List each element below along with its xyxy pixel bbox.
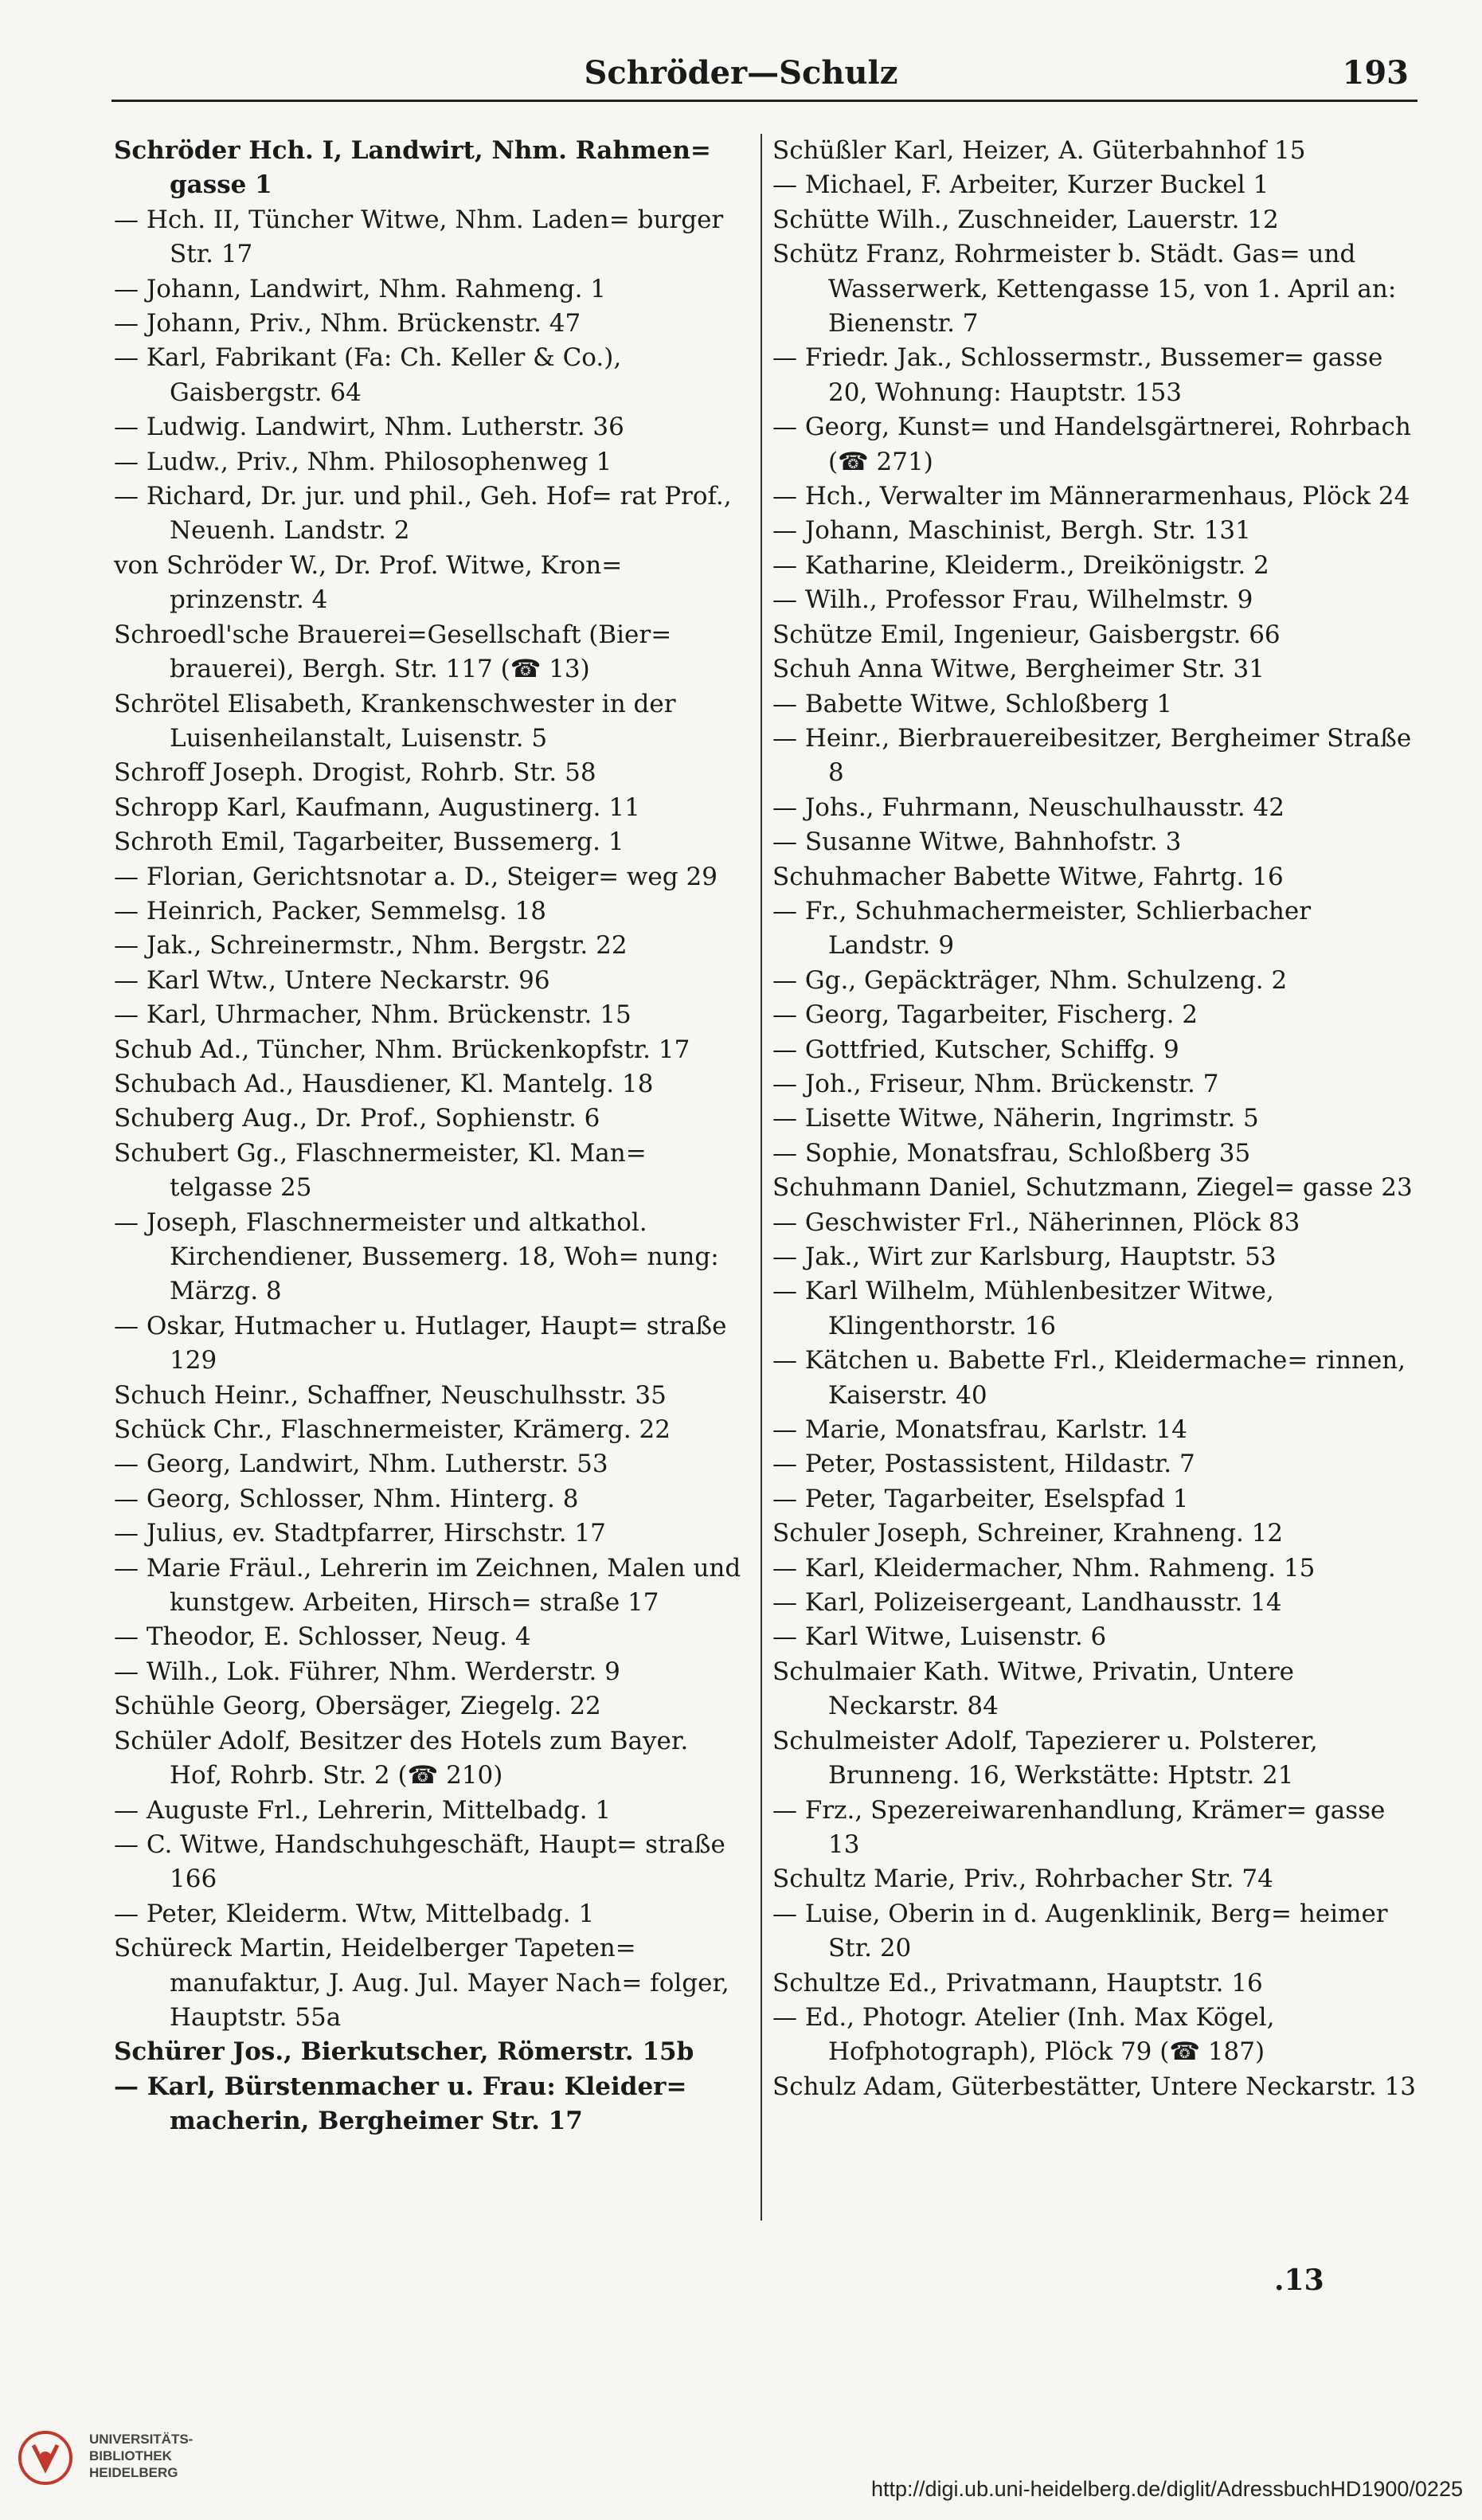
directory-entry: — Johann, Landwirt, Nhm. Rahmeng. 1 — [114, 274, 607, 303]
source-url-link[interactable]: http://digi.ub.uni-heidelberg.de/diglit/AdressbuchHD1900/0225 — [870, 2477, 1463, 2501]
directory-entry: Schütte Wilh., Zuschneider, Lauerstr. 12 — [772, 205, 1279, 234]
directory-entry: Schroff Joseph. Drogist, Rohrb. Str. 58 — [114, 758, 596, 788]
directory-entry: — Georg, Kunst= und Handelsgärtnerei, Rohrbach (☎ 271) — [772, 413, 1411, 476]
directory-entry: Schultze Ed., Privatmann, Hauptstr. 16 — [772, 1968, 1263, 1998]
directory-entry: — Ludwig. Landwirt, Nhm. Lutherstr. 36 — [114, 413, 624, 442]
directory-entry: — Susanne Witwe, Bahnhofstr. 3 — [772, 828, 1182, 857]
directory-entry: — Wilh., Professor Frau, Wilhelmstr. 9 — [772, 585, 1253, 615]
directory-entry: — Richard, Dr. jur. und phil., Geh. Hof= rat Prof., Neuenh. Landstr. 2 — [114, 482, 732, 546]
page-number: 193 — [1342, 54, 1409, 92]
logo-line: BIBLIOTHEK — [89, 2448, 172, 2463]
directory-entry: — Peter, Tagarbeiter, Eselspfad 1 — [772, 1484, 1189, 1513]
directory-entry: Schühle Georg, Obersäger, Ziegelg. 22 — [114, 1692, 601, 1721]
directory-entry: Schubach Ad., Hausdiener, Kl. Mantelg. 18 — [114, 1069, 654, 1098]
directory-entry: — Hch., Verwalter im Männerarmenhaus, Plöck 24 — [772, 482, 1410, 511]
directory-entry: — Joseph, Flaschnermeister und altkathol. Kirchendiener, Bussemerg. 18, Woh= nung: Märzg. 8 — [114, 1207, 719, 1306]
directory-entry: — Georg, Tagarbeiter, Fischerg. 2 — [772, 1000, 1199, 1030]
directory-entry: Schürer Jos., Bierkutscher, Römerstr. 15b — [114, 2037, 694, 2067]
directory-entry: — Ludw., Priv., Nhm. Philosophenweg 1 — [114, 447, 612, 476]
directory-entry: — Hch. II, Tüncher Witwe, Nhm. Laden= burger Str. 17 — [114, 205, 724, 269]
directory-entry: — Auguste Frl., Lehrerin, Mittelbadg. 1 — [114, 1795, 612, 1825]
directory-entry: — Ed., Photogr. Atelier (Inh. Max Kögel, Hofphotograph), Plöck 79 (☎ 187) — [772, 2002, 1275, 2067]
directory-entry: Schultz Marie, Priv., Rohrbacher Str. 74 — [772, 1865, 1273, 1894]
directory-entry: — Karl, Kleidermacher, Nhm. Rahmeng. 15 — [772, 1553, 1316, 1583]
directory-entry: — Marie, Monatsfrau, Karlstr. 14 — [772, 1415, 1187, 1445]
column-divider — [761, 134, 762, 2221]
directory-entry: — Jak., Schreinermstr., Nhm. Bergstr. 22 — [114, 931, 628, 961]
directory-entry: Schulmaier Kath. Witwe, Privatin, Untere Neckarstr. 84 — [772, 1657, 1294, 1721]
directory-entry: — Marie Fräul., Lehrerin im Zeichnen, Malen und kunstgew. Arbeiten, Hirsch= straße 17 — [114, 1553, 741, 1618]
directory-entry: Schroth Emil, Tagarbeiter, Bussemerg. 1 — [114, 828, 624, 857]
logo-line: HEIDELBERG — [89, 2465, 178, 2480]
directory-entry: Schub Ad., Tüncher, Nhm. Brückenkopfstr. 17 — [114, 1035, 690, 1064]
library-seal-icon — [18, 2429, 73, 2487]
running-title: Schröder—Schulz — [584, 54, 898, 92]
directory-entry: Schüßler Karl, Heizer, A. Güterbahnhof 15 — [772, 136, 1306, 165]
directory-entry: — Karl, Fabrikant (Fa: Ch. Keller & Co.), Gaisbergstr. 64 — [114, 343, 622, 407]
directory-entry: Schuberg Aug., Dr. Prof., Sophienstr. 6 — [114, 1104, 600, 1133]
directory-entry: — Oskar, Hutmacher u. Hutlager, Haupt= straße 129 — [114, 1311, 727, 1375]
directory-entry: — Peter, Kleiderm. Wtw, Mittelbadg. 1 — [114, 1899, 595, 1928]
directory-entry: Schütze Emil, Ingenieur, Gaisbergstr. 66 — [772, 620, 1281, 649]
left-column — [114, 134, 743, 2139]
library-logo — [18, 2423, 193, 2502]
directory-entry: — Georg, Schlosser, Nhm. Hinterg. 8 — [114, 1484, 579, 1513]
directory-entry: — Julius, ev. Stadtpfarrer, Hirschstr. 17 — [114, 1519, 606, 1548]
directory-entry: — Michael, F. Arbeiter, Kurzer Buckel 1 — [772, 170, 1269, 200]
directory-entry: — Karl Wilhelm, Mühlenbesitzer Witwe, Klingenthorstr. 16 — [772, 1277, 1274, 1340]
right-column — [772, 134, 1416, 2104]
directory-entry: Schütz Franz, Rohrmeister b. Städt. Gas= und Wasserwerk, Kettengasse 15, von 1. April an: Bienenstr. 7 — [772, 240, 1397, 338]
directory-entry: — C. Witwe, Handschuhgeschäft, Haupt= straße 166 — [114, 1829, 725, 1894]
signature-mark: .13 — [1274, 2264, 1324, 2297]
directory-entry: — Peter, Postassistent, Hildastr. 7 — [772, 1450, 1195, 1479]
directory-entry: — Sophie, Monatsfrau, Schloßberg 35 — [772, 1138, 1251, 1168]
directory-entry: Schüler Adolf, Besitzer des Hotels zum Bayer. Hof, Rohrb. Str. 2 (☎ 210) — [114, 1726, 689, 1790]
directory-entry: — Frz., Spezereiwarenhandlung, Krämer= gasse 13 — [772, 1795, 1386, 1859]
directory-entry: — Karl, Bürstenmacher u. Frau: Kleider= macherin, Bergheimer Str. 17 — [114, 2072, 687, 2136]
directory-entry: Schubert Gg., Flaschnermeister, Kl. Man= telgasse 25 — [114, 1138, 647, 1203]
directory-entry: Schuler Joseph, Schreiner, Krahneng. 12 — [772, 1519, 1284, 1548]
directory-entry: — Wilh., Lok. Führer, Nhm. Werderstr. 9 — [114, 1657, 620, 1686]
directory-entry: — Joh., Friseur, Nhm. Brückenstr. 7 — [772, 1069, 1219, 1098]
directory-entry: — Lisette Witwe, Näherin, Ingrimstr. 5 — [772, 1104, 1259, 1133]
directory-entry: — Babette Witwe, Schloßberg 1 — [772, 689, 1172, 718]
directory-entry: — Johann, Priv., Nhm. Brückenstr. 47 — [114, 309, 581, 338]
directory-entry: Schropp Karl, Kaufmann, Augustinerg. 11 — [114, 792, 640, 822]
directory-entry: — Kätchen u. Babette Frl., Kleidermache= rinnen, Kaiserstr. 40 — [772, 1346, 1406, 1410]
directory-entry: — Jak., Wirt zur Karlsburg, Hauptstr. 53 — [772, 1242, 1277, 1271]
directory-entry: Schrötel Elisabeth, Krankenschwester in der Luisenheilanstalt, Luisenstr. 5 — [114, 689, 676, 753]
directory-entry: — Heinr., Bierbrauereibesitzer, Bergheimer Straße 8 — [772, 723, 1412, 788]
directory-entry: — Katharine, Kleiderm., Dreikönigstr. 2 — [772, 550, 1269, 580]
directory-entry: — Florian, Gerichtsnotar a. D., Steiger= weg 29 — [114, 862, 718, 891]
directory-entry: — Karl, Polizeisergeant, Landhausstr. 14 — [772, 1588, 1282, 1618]
directory-entry: — Karl Witwe, Luisenstr. 6 — [772, 1622, 1107, 1652]
directory-entry: — Luise, Oberin in d. Augenklinik, Berg= heimer Str. 20 — [772, 1899, 1388, 1963]
directory-entry: Schroedl'sche Brauerei=Gesellschaft (Bier= brauerei), Bergh. Str. 117 (☎ 13) — [114, 620, 672, 684]
directory-entry: Schüreck Martin, Heidelberger Tapeten= manufaktur, J. Aug. Jul. Mayer Nach= folger, Hauptstr. 55a — [114, 1934, 729, 2032]
directory-entry: Schulz Adam, Güterbestätter, Untere Neckarstr. 13 — [772, 2072, 1416, 2101]
directory-entry: Schück Chr., Flaschnermeister, Krämerg. 22 — [114, 1415, 671, 1445]
directory-entry: — Theodor, E. Schlosser, Neug. 4 — [114, 1622, 531, 1652]
directory-entry: von Schröder W., Dr. Prof. Witwe, Kron= prinzenstr. 4 — [114, 550, 623, 615]
header-rule — [111, 100, 1417, 102]
directory-entry: Schulmeister Adolf, Tapezierer u. Polsterer, Brunneng. 16, Werkstätte: Hptstr. 21 — [772, 1726, 1318, 1790]
directory-entry: — Geschwister Frl., Näherinnen, Plöck 83 — [772, 1207, 1300, 1237]
directory-entry: — Karl Wtw., Untere Neckarstr. 96 — [114, 965, 550, 995]
directory-entry: — Fr., Schuhmachermeister, Schlierbacher Landstr. 9 — [772, 896, 1312, 961]
directory-entry: — Friedr. Jak., Schlossermstr., Bussemer= gasse 20, Wohnung: Hauptstr. 153 — [772, 343, 1383, 407]
library-name — [89, 2431, 193, 2481]
directory-entry: Schröder Hch. I, Landwirt, Nhm. Rahmen= gasse 1 — [114, 136, 711, 200]
directory-entry: — Georg, Landwirt, Nhm. Lutherstr. 53 — [114, 1450, 608, 1479]
directory-entry: Schuhmann Daniel, Schutzmann, Ziegel= gasse 23 — [772, 1173, 1413, 1203]
page-header — [0, 49, 1482, 97]
directory-entry: Schuch Heinr., Schaffner, Neuschulhsstr. 35 — [114, 1380, 667, 1410]
directory-entry: — Heinrich, Packer, Semmelsg. 18 — [114, 896, 546, 925]
directory-entry: — Karl, Uhrmacher, Nhm. Brückenstr. 15 — [114, 1000, 632, 1030]
logo-line: UNIVERSITÄTS- — [89, 2432, 194, 2447]
directory-entry: Schuhmacher Babette Witwe, Fahrtg. 16 — [772, 862, 1284, 891]
directory-entry: — Gottfried, Kutscher, Schiffg. 9 — [772, 1035, 1179, 1064]
directory-entry: — Johs., Fuhrmann, Neuschulhausstr. 42 — [772, 792, 1285, 822]
directory-entry: Schuh Anna Witwe, Bergheimer Str. 31 — [772, 655, 1265, 684]
directory-entry: — Gg., Gepäckträger, Nhm. Schulzeng. 2 — [772, 965, 1288, 995]
directory-entry: — Johann, Maschinist, Bergh. Str. 131 — [772, 516, 1251, 546]
